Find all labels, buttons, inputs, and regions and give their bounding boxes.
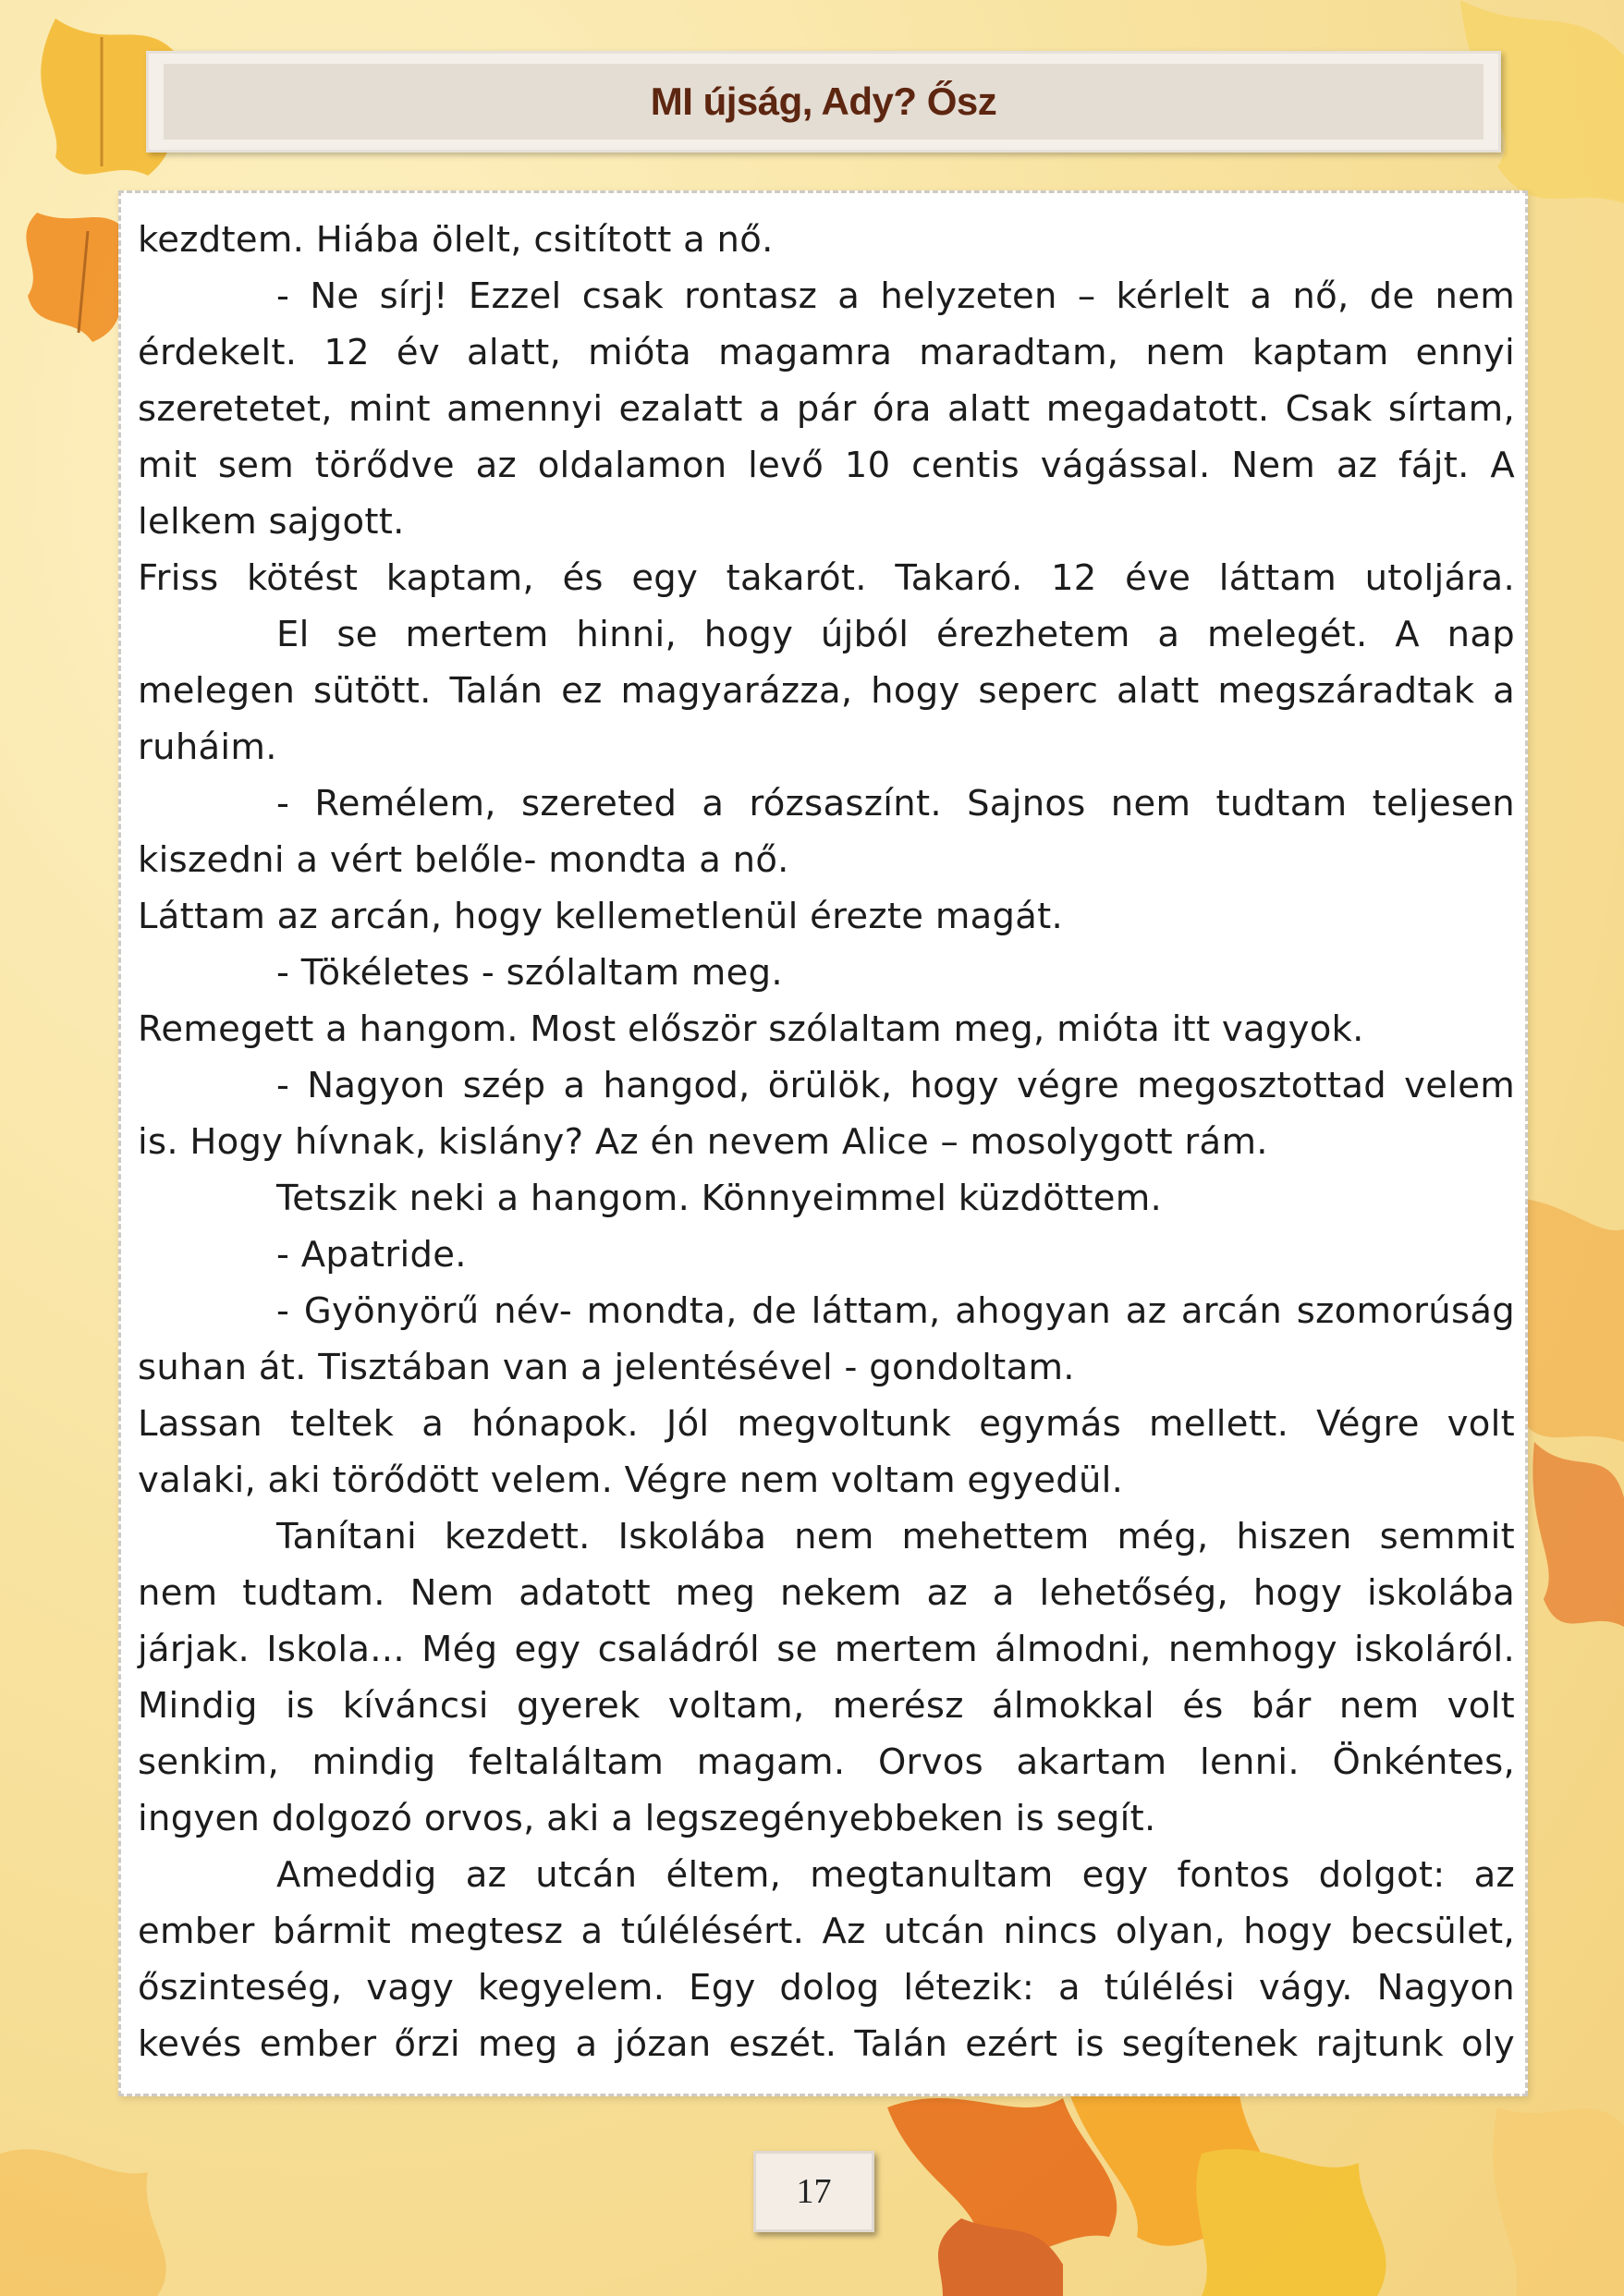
text-line: Láttam az arcán, hogy kellemetlenül érezte magát.: [138, 896, 1064, 937]
text-line: Ameddig az utcán éltem, megtanultam egy fontos dolgot: az: [276, 1854, 1515, 1896]
text-line: nem tudtam. Nem adatott meg nekem az a lehetőség, hogy iskolába: [138, 1572, 1515, 1614]
text-line: Mindig is kíváncsi gyerek voltam, merész álmokkal és bár nem volt: [138, 1685, 1515, 1727]
text-line: Tetszik neki a hangom. Könnyeimmel küzdöttem.: [276, 1178, 1163, 1219]
text-line: melegen sütött. Talán ez magyarázza, hogy seperc alatt megszáradtak a: [138, 670, 1515, 712]
text-line: Lassan teltek a hónapok. Jól megvoltunk egymás mellett. Végre volt: [138, 1403, 1515, 1445]
text-line: Tanítani kezdett. Iskolába nem mehettem még, hiszen semmit: [276, 1516, 1515, 1557]
text-line: - Tökéletes - szólaltam meg.: [276, 952, 783, 994]
text-line: Remegett a hangom. Most először szólaltam meg, mióta itt vagyok.: [138, 1008, 1364, 1050]
text-line: - Remélem, szereted a rózsaszínt. Sajnos nem tudtam teljesen: [276, 783, 1515, 824]
text-line: érdekelt. 12 év alatt, mióta magamra maradtam, nem kaptam ennyi: [138, 332, 1515, 373]
page-number-box: [753, 2151, 874, 2232]
text-line: ember bármit megtesz a túlélésért. Az utcán nincs olyan, hogy becsület,: [138, 1911, 1515, 1952]
text-line: - Nagyon szép a hangod, örülök, hogy végre megosztottad velem: [276, 1065, 1515, 1106]
page-header: [146, 51, 1501, 153]
text-line: - Gyönyörű név- mondta, de láttam, ahogyan az arcán szomorúság: [276, 1290, 1515, 1332]
text-line: őszinteség, vagy kegyelem. Egy dolog létezik: a túlélési vágy. Nagyon: [138, 1967, 1515, 2009]
text-line: - Apatride.: [276, 1234, 467, 1276]
text-line: suhan át. Tisztában van a jelentésével - gondoltam.: [138, 1347, 1075, 1388]
text-line: - Ne sírj! Ezzel csak rontasz a helyzeten – kérlelt a nő, de nem: [276, 275, 1515, 317]
text-line: kevés ember őrzi meg a józan eszét. Talán ezért is segítenek rajtunk oly: [138, 2023, 1515, 2065]
text-line: Friss kötést kaptam, és egy takarót. Takaró. 12 éve láttam utoljára.: [138, 557, 1515, 599]
text-line: valaki, aki törődött velem. Végre nem voltam egyedül.: [138, 1459, 1124, 1501]
story-text: [138, 212, 1515, 2072]
text-line: mit sem törődve az oldalamon levő 10 centis vágással. Nem az fájt. A: [138, 445, 1515, 486]
text-line: senkim, mindig feltaláltam magam. Orvos akartam lenni. Önkéntes,: [138, 1741, 1515, 1783]
text-line: El se mertem hinni, hogy újból érezhetem a melegét. A nap: [276, 614, 1515, 655]
text-line: kiszedni a vért belőle- mondta a nő.: [138, 839, 789, 881]
text-line: ingyen dolgozó orvos, aki a legszegényebbeken is segít.: [138, 1798, 1156, 1839]
header-band: [164, 64, 1484, 140]
text-line: ruháim.: [138, 727, 277, 768]
text-line: szeretetet, mint amennyi ezalatt a pár óra alatt megadatott. Csak sírtam,: [138, 388, 1515, 430]
text-line: lelkem sajgott.: [138, 501, 405, 543]
text-line: járjak. Iskola... Még egy családról se mertem álmodni, nemhogy iskoláról.: [138, 1629, 1515, 1670]
text-line: kezdtem. Hiába ölelt, csitított a nő.: [138, 219, 774, 261]
text-line: is. Hogy hívnak, kislány? Az én nevem Alice – mosolygott rám.: [138, 1121, 1268, 1163]
page-title: MI újság, Ady? Ősz: [650, 79, 997, 123]
text-panel: [118, 190, 1528, 2096]
page-number: 17: [796, 2172, 832, 2211]
